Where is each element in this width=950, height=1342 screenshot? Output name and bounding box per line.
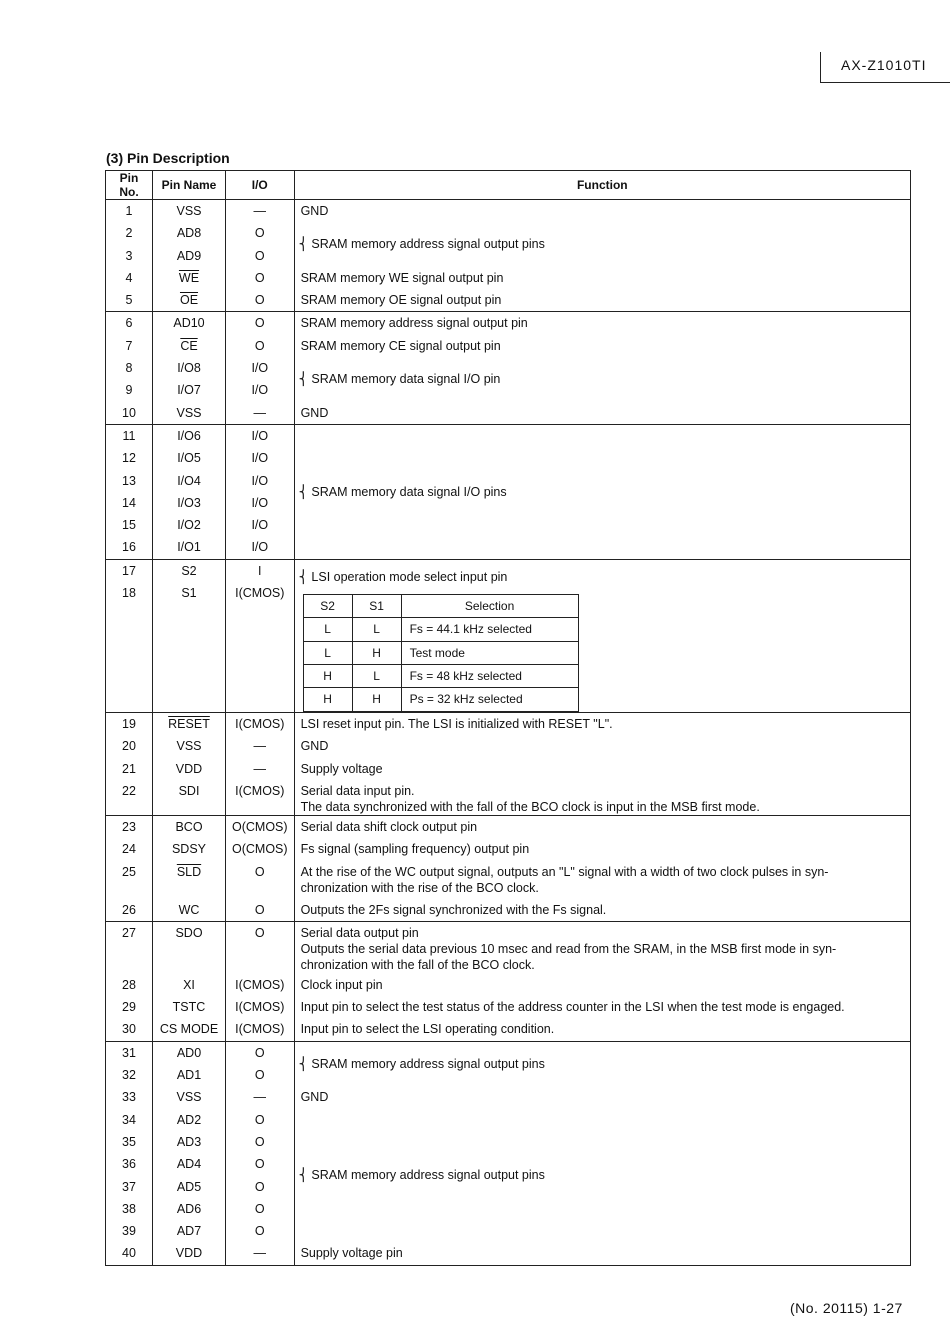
pin-function <box>294 921 910 974</box>
brace-mark: ⎨ <box>298 237 312 252</box>
table-row <box>106 996 911 1018</box>
pin-name: AD6 <box>153 1198 226 1220</box>
pin-no: 4 <box>106 267 153 289</box>
pin-no: 40 <box>106 1242 153 1265</box>
pin-no: 6 <box>106 312 153 335</box>
pin-no: 14 <box>106 492 153 514</box>
pin-name: $\overline{SLD}$ <box>153 861 226 899</box>
selection-header: S1 <box>352 595 401 618</box>
table-row <box>106 780 911 816</box>
pin-io: O <box>226 267 295 289</box>
pin-function: SRAM memory address signal output pins <box>311 1056 545 1071</box>
pin-io: O <box>226 1131 295 1153</box>
pin-no: 39 <box>106 1220 153 1242</box>
pin-function <box>294 861 910 899</box>
table-header-row <box>106 171 911 200</box>
function-line: chronization with the rise of the BCO clock. <box>300 880 539 895</box>
pin-no: 1 <box>106 200 153 223</box>
table-row <box>106 921 911 974</box>
pin-name: CS MODE <box>153 1018 226 1041</box>
pin-no: 17 <box>106 559 153 582</box>
brace-mark: ⎨ <box>298 569 312 584</box>
pin-no: 38 <box>106 1198 153 1220</box>
pin-io: O(CMOS) <box>226 815 295 838</box>
pin-name: AD2 <box>153 1109 226 1131</box>
pin-name: VDD <box>153 758 226 780</box>
pin-no: 24 <box>106 838 153 860</box>
pin-io: I(CMOS) <box>226 780 295 816</box>
pin-function-group <box>294 1109 910 1243</box>
function-line: Serial data output pin <box>300 925 419 940</box>
pin-io: O <box>226 289 295 312</box>
selection-header: Selection <box>401 595 578 618</box>
pin-name: XI <box>153 974 226 996</box>
pin-no: 32 <box>106 1064 153 1086</box>
model-number: AX-Z1010TI <box>841 57 927 73</box>
pin-name: VDD <box>153 1242 226 1265</box>
function-line: Outputs the serial data previous 10 msec and read from the SRAM, in the MSB first mode in syn- <box>300 941 837 956</box>
pin-function: SRAM memory OE signal output pin <box>294 289 910 312</box>
pin-function: Clock input pin <box>294 974 910 996</box>
pin-name: AD0 <box>153 1041 226 1064</box>
pin-io: I/O <box>226 357 295 379</box>
selection-cell: L <box>303 641 352 664</box>
brace-mark: ⎨ <box>298 1168 312 1183</box>
pin-io: I(CMOS) <box>226 974 295 996</box>
pin-function: SRAM memory address signal output pin <box>294 312 910 335</box>
table-row <box>106 402 911 425</box>
selection-cell: Ps = 32 kHz selected <box>401 688 578 711</box>
pin-name: SDSY <box>153 838 226 860</box>
table-row <box>106 815 911 838</box>
table-row <box>106 735 911 757</box>
table-row <box>106 974 911 996</box>
selection-header-row <box>303 595 578 618</box>
pin-io: O <box>226 335 295 357</box>
table-row <box>106 222 911 244</box>
pin-io: O <box>226 1198 295 1220</box>
pin-function: SRAM memory WE signal output pin <box>294 267 910 289</box>
table-row <box>106 713 911 736</box>
pin-function: GND <box>294 1086 910 1108</box>
pin-function: LSI operation mode select input pin <box>311 569 508 584</box>
pin-function: Supply voltage <box>294 758 910 780</box>
table-row <box>106 267 911 289</box>
pin-name: I/O7 <box>153 379 226 401</box>
pin-name: SDO <box>153 921 226 974</box>
selection-header: S2 <box>303 595 352 618</box>
pin-name: RESET <box>153 713 226 736</box>
pin-function: SRAM memory data signal I/O pins <box>311 484 507 499</box>
pin-io: O <box>226 1176 295 1198</box>
pin-function: SRAM memory address signal output pins <box>311 237 545 252</box>
selection-cell: H <box>352 688 401 711</box>
pin-function: Supply voltage pin <box>294 1242 910 1265</box>
table-row <box>106 357 911 379</box>
selection-row <box>303 641 578 664</box>
pin-name: VSS <box>153 735 226 757</box>
table-row <box>106 559 911 582</box>
pin-io: O <box>226 1109 295 1131</box>
pin-function: GND <box>294 735 910 757</box>
pin-name: BCO <box>153 815 226 838</box>
pin-no: 30 <box>106 1018 153 1041</box>
pin-no: 18 <box>106 582 153 713</box>
pin-io: I(CMOS) <box>226 582 295 713</box>
pin-io: — <box>226 758 295 780</box>
pin-io: O(CMOS) <box>226 838 295 860</box>
pin-name: S1 <box>153 582 226 713</box>
pin-no: 31 <box>106 1041 153 1064</box>
pin-no: 9 <box>106 379 153 401</box>
pin-no: 37 <box>106 1176 153 1198</box>
pin-function-group <box>294 559 910 712</box>
pin-no: 2 <box>106 222 153 244</box>
pin-no: 8 <box>106 357 153 379</box>
header-pin-name: Pin Name <box>153 171 226 200</box>
pin-name: AD1 <box>153 1064 226 1086</box>
pin-io: O <box>226 312 295 335</box>
pin-function: SRAM memory data signal I/O pin <box>311 372 501 387</box>
pin-no: 7 <box>106 335 153 357</box>
pin-description-table <box>105 170 911 1266</box>
pin-io: — <box>226 735 295 757</box>
pin-no: 13 <box>106 470 153 492</box>
pin-io: O <box>226 1220 295 1242</box>
pin-no: 28 <box>106 974 153 996</box>
pin-no: 20 <box>106 735 153 757</box>
pin-io: — <box>226 1242 295 1265</box>
pin-function: Serial data shift clock output pin <box>294 815 910 838</box>
selection-cell: H <box>303 688 352 711</box>
function-line: At the rise of the WC output signal, outputs an "L" signal with a width of two clock pulses in syn- <box>300 864 829 879</box>
selection-cell: H <box>303 664 352 687</box>
pin-name: $\overline{CE}$ <box>153 335 226 357</box>
table-row <box>106 312 911 335</box>
pin-no: 3 <box>106 245 153 267</box>
mode-selection-table-wrapper <box>303 594 904 711</box>
selection-row <box>303 688 578 711</box>
table-row <box>106 1041 911 1064</box>
pin-function: Input pin to select the test status of the address counter in the LSI when the test mode is engaged. <box>294 996 910 1018</box>
table-row <box>106 899 911 922</box>
pin-no: 15 <box>106 514 153 536</box>
selection-cell: L <box>303 618 352 641</box>
brace-mark: ⎨ <box>298 484 312 499</box>
table-row <box>106 200 911 223</box>
pin-function <box>294 780 910 816</box>
pin-no: 5 <box>106 289 153 312</box>
selection-cell: Fs = 48 kHz selected <box>401 664 578 687</box>
pin-name: I/O6 <box>153 424 226 447</box>
table-row <box>106 758 911 780</box>
function-line: The data synchronized with the fall of the BCO clock is input in the MSB first mode. <box>300 799 760 814</box>
pin-function-group <box>294 222 910 267</box>
pin-io: I(CMOS) <box>226 713 295 736</box>
pin-function: Fs signal (sampling frequency) output pin <box>294 838 910 860</box>
pin-name: $\overline{WE}$ <box>153 267 226 289</box>
pin-no: 33 <box>106 1086 153 1108</box>
pin-name: I/O4 <box>153 470 226 492</box>
pin-name: I/O8 <box>153 357 226 379</box>
pin-name: $\overline{OE}$ <box>153 289 226 312</box>
pin-io: O <box>226 921 295 974</box>
pin-io: — <box>226 200 295 223</box>
pin-io: I/O <box>226 379 295 401</box>
pin-name: AD5 <box>153 1176 226 1198</box>
selection-cell: H <box>352 641 401 664</box>
function-line: Serial data input pin. <box>300 783 415 798</box>
pin-function: Outputs the 2Fs signal synchronized with the Fs signal. <box>294 899 910 922</box>
table-row <box>106 424 911 447</box>
pin-no: 35 <box>106 1131 153 1153</box>
model-label-box <box>820 52 950 83</box>
table-row <box>106 861 911 899</box>
pin-function-group <box>294 424 910 559</box>
pin-no: 12 <box>106 447 153 469</box>
pin-name: S2 <box>153 559 226 582</box>
pin-function: Input pin to select the LSI operating condition. <box>294 1018 910 1041</box>
pin-io: O <box>226 222 295 244</box>
table-row <box>106 1109 911 1131</box>
pin-no: 23 <box>106 815 153 838</box>
table-row <box>106 1242 911 1265</box>
pin-name: AD8 <box>153 222 226 244</box>
selection-cell: L <box>352 618 401 641</box>
pin-name: AD7 <box>153 1220 226 1242</box>
pin-name: SDI <box>153 780 226 816</box>
pin-function-group <box>294 357 910 402</box>
pin-no: 21 <box>106 758 153 780</box>
pin-function: SRAM memory address signal output pins <box>311 1168 545 1183</box>
pin-io: I/O <box>226 424 295 447</box>
pin-name: WC <box>153 899 226 922</box>
pin-name: VSS <box>153 200 226 223</box>
pin-io: I(CMOS) <box>226 1018 295 1041</box>
pin-function-group <box>294 1041 910 1086</box>
pin-io: I/O <box>226 447 295 469</box>
pin-function: LSI reset input pin. The LSI is initialized with RESET "L". <box>294 713 910 736</box>
selection-cell: Test mode <box>401 641 578 664</box>
pin-io: O <box>226 245 295 267</box>
selection-row <box>303 618 578 641</box>
table-row <box>106 335 911 357</box>
pin-io: I <box>226 559 295 582</box>
pin-io: O <box>226 899 295 922</box>
pin-io: O <box>226 861 295 899</box>
table-row <box>106 838 911 860</box>
pin-function: SRAM memory CE signal output pin <box>294 335 910 357</box>
pin-name: AD3 <box>153 1131 226 1153</box>
pin-io: — <box>226 402 295 425</box>
pin-no: 36 <box>106 1153 153 1175</box>
pin-no: 16 <box>106 536 153 559</box>
section-title: (3) Pin Description <box>106 150 230 166</box>
page-footer: (No. 20115) 1-27 <box>790 1300 903 1316</box>
pin-function: GND <box>294 402 910 425</box>
pin-no: 29 <box>106 996 153 1018</box>
pin-name: I/O1 <box>153 536 226 559</box>
pin-no: 26 <box>106 899 153 922</box>
pin-name: AD4 <box>153 1153 226 1175</box>
pin-io: I/O <box>226 514 295 536</box>
pin-io: I/O <box>226 470 295 492</box>
brace-mark: ⎨ <box>298 1056 312 1071</box>
mode-selection-table <box>303 594 579 711</box>
pin-name: I/O5 <box>153 447 226 469</box>
selection-row <box>303 664 578 687</box>
brace-mark: ⎨ <box>298 372 312 387</box>
pin-name: I/O3 <box>153 492 226 514</box>
function-line: chronization with the fall of the BCO clock. <box>300 957 535 972</box>
header-pin-no: Pin No. <box>106 171 153 200</box>
pin-no: 22 <box>106 780 153 816</box>
pin-name: TSTC <box>153 996 226 1018</box>
pin-function: GND <box>294 200 910 223</box>
pin-io: O <box>226 1041 295 1064</box>
pin-io: O <box>226 1064 295 1086</box>
pin-name: AD10 <box>153 312 226 335</box>
pin-name: AD9 <box>153 245 226 267</box>
table-row <box>106 1086 911 1108</box>
pin-no: 25 <box>106 861 153 899</box>
pin-no: 10 <box>106 402 153 425</box>
pin-io: I/O <box>226 536 295 559</box>
pin-io: — <box>226 1086 295 1108</box>
pin-name: VSS <box>153 402 226 425</box>
pin-io: I/O <box>226 492 295 514</box>
selection-cell: Fs = 44.1 kHz selected <box>401 618 578 641</box>
pin-no: 11 <box>106 424 153 447</box>
header-function: Function <box>294 171 910 200</box>
pin-name: VSS <box>153 1086 226 1108</box>
pin-no: 19 <box>106 713 153 736</box>
table-row <box>106 289 911 312</box>
header-io: I/O <box>226 171 295 200</box>
pin-io: I(CMOS) <box>226 996 295 1018</box>
pin-io: O <box>226 1153 295 1175</box>
pin-no: 34 <box>106 1109 153 1131</box>
table-row <box>106 1018 911 1041</box>
selection-cell: L <box>352 664 401 687</box>
pin-name: I/O2 <box>153 514 226 536</box>
pin-no: 27 <box>106 921 153 974</box>
